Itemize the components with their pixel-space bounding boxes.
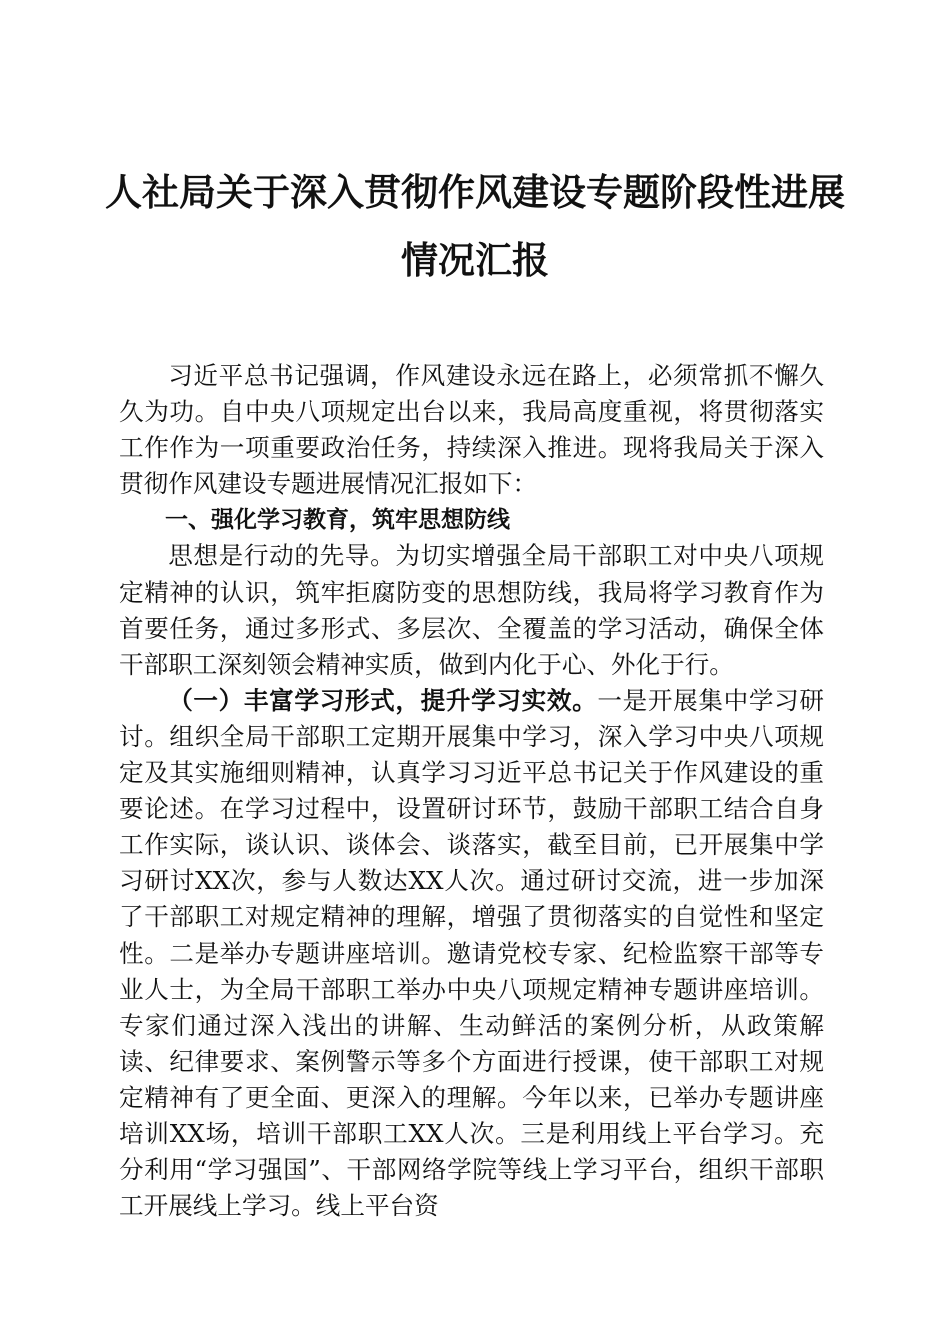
document-title-line-1: 人社局关于深入贯彻作风建设专题阶段性进展 xyxy=(105,170,845,214)
subsection-1-body: 一是开展集中学习研讨。组织全局干部职工定期开展集中学习，深入学习中央八项规定及其实施细则精神，认真学习习近平总书记关于作风建设的重要论述。在学习过程中，设置研讨环节，鼓励干部职工结合自身工作实际，谈认识、谈体会、谈落实，截至目前，已开展集中学习研讨XX次，参与人数达XX人次。通过研讨交流，进一步加深了干部职工对规定精神的理解，增强了贯彻落实的自觉性和坚定性。二是举办专题讲座培训。邀请党校专家、纪检监察干部等专业人士，为全局干部职工举办中央八项规定精神专题讲座培训。专家们通过深入浅出的讲解、生动鲜活的案例分析，从政策解读、纪律要求、案例警示等多个方面进行授课，使干部职工对规定精神有了更全面、更深入的理解。今年以来，已举办专题讲座培训XX场，培训干部职工XX人次。三是利用线上平台学习。充分利用“学习强国”、干部网络学院等线上学习平台，组织干部职工开展线上学习。线上平台资 xyxy=(119,685,824,1221)
document-title-line-2: 情况汇报 xyxy=(401,238,549,282)
document-body xyxy=(119,358,824,1224)
subsection-1-paragraph xyxy=(119,683,824,1224)
subsection-1-title: （一）丰富学习形式，提升学习实效。 xyxy=(168,685,598,715)
intro-paragraph: 习近平总书记强调，作风建设永远在路上，必须常抓不懈久久为功。自中央八项规定出台以来，我局高度重视，将贯彻落实工作作为一项重要政治任务，持续深入推进。现将我局关于深入贯彻作风建设专题进展情况汇报如下： xyxy=(119,361,824,499)
section-heading-1: 一、强化学习教育，筑牢思想防线 xyxy=(165,507,510,534)
section-1-paragraph: 思想是行动的先导。为切实增强全局干部职工对中央八项规定精神的认识，筑牢拒腐防变的思想防线，我局将学习教育作为首要任务，通过多形式、多层次、全覆盖的学习活动，确保全体干部职工深刻领会精神实质，做到内化于心、外化于行。 xyxy=(119,541,824,679)
